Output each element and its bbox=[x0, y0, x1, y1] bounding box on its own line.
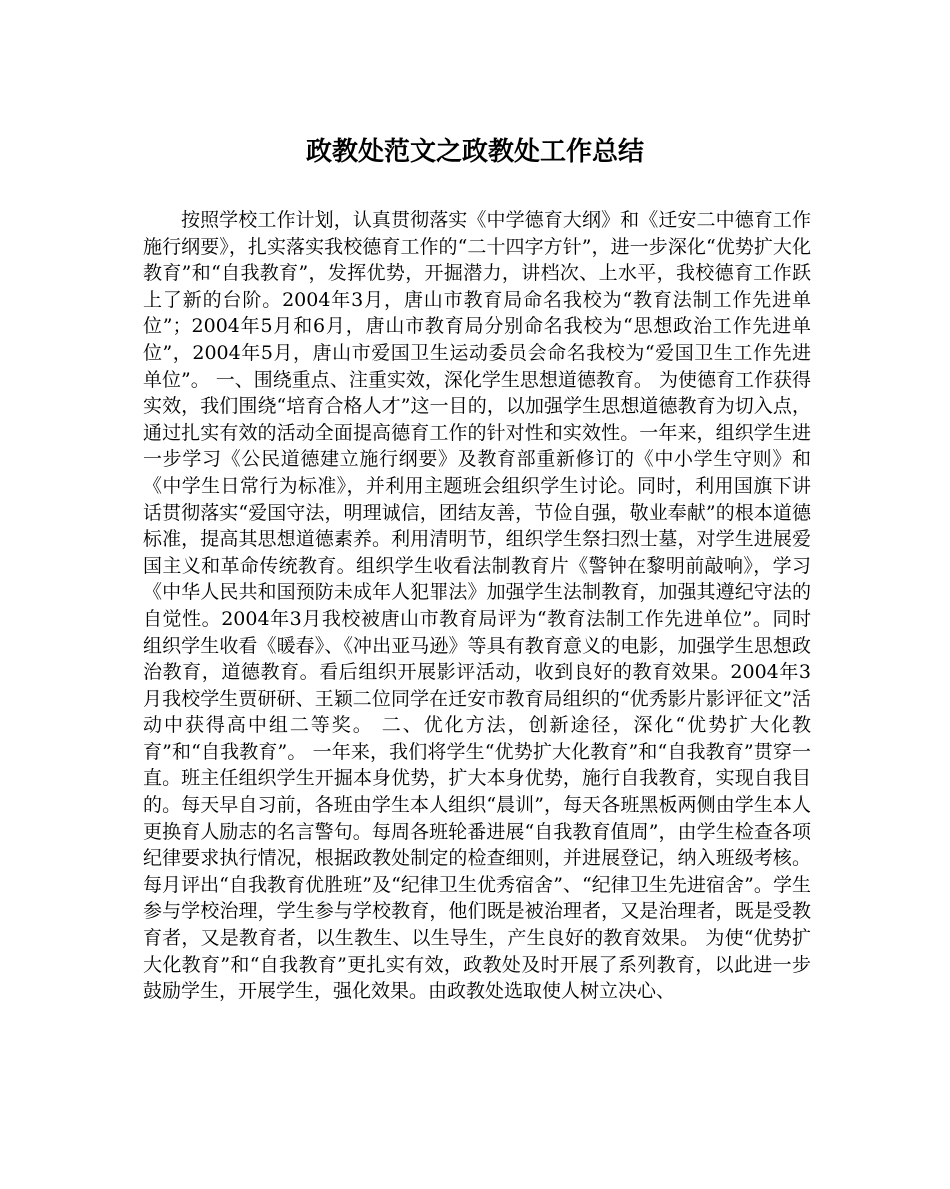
document-title: 政教处范文之政教处工作总结 bbox=[305, 137, 644, 167]
document-body-paragraph: 按照学校工作计划，认真贯彻落实《中学德育大纲》和《迁安二中德育工作施行纲要》，扎实落实我校德育工作的“二十四字方针”，进一步深化“优势扩大化教育”和“自我教育”，发挥优势，开掘潜力，讲档次、上水平，我校德育工作跃上了新的台阶。2004年3月，唐山市教育局命名我校为“教育法制工作先进单位”；2004年5月和6月，唐山市教育局分别命名我校为“思想政治工作先进单位”，2004年5月，唐山市爱国卫生运动委员会命名我校为“爱国卫生工作先进单位”。 一、围绕重点、注重实效，深化学生思想道德教育。 为使德育工作获得实效，我们围绕“培育合格人才”这一目的，以加强学生思想道德教育为切入点，通过扎实有效的活动全面提高德育工作的针对性和实效性。一年来，组织学生进一步学习《公民道德建立施行纲要》及教育部重新修订的《中小学生守则》和《中学生日常行为标准》，并利用主题班会组织学生讨论。同时，利用国旗下讲话贯彻落实“爱国守法，明理诚信，团结友善，节俭自强，敬业奉献”的根本道德标准，提高其思想道德素养。利用清明节，组织学生祭扫烈士墓，对学生进展爱国主义和革命传统教育。组织学生收看法制教育片《警钟在黎明前敲响》，学习《中华人民共和国预防未成年人犯罪法》加强学生法制教育，加强其遵纪守法的自觉性。2004年3月我校被唐山市教育局评为“教育法制工作先进单位”。同时组织学生收看《暖春》、《冲出亚马逊》等具有教育意义的电影，加强学生思想政治教育，道德教育。看后组织开展影评活动，收到良好的教育效果。2004年3月我校学生贾研研、王颖二位同学在迁安市教育局组织的“优秀影片影评征文”活动中获得高中组二等奖。 二、优化方法，创新途径，深化“优势扩大化教育”和“自我教育”。 一年来，我们将学生“优势扩大化教育”和“自我教育”贯穿一直。班主任组织学生开掘本身优势，扩大本身优势，施行自我教育，实现自我目的。每天早自习前，各班由学生本人组织“晨训”，每天各班黑板两侧由学生本人更换育人励志的名言警句。每周各班轮番进展“自我教育值周”，由学生检查各项纪律要求执行情况，根据政教处制定的检查细则，并进展登记，纳入班级考核。每月评出“自我教育优胜班”及“纪律卫生优秀宿舍”、“纪律卫生先进宿舍”。学生参与学校治理，学生参与学校教育，他们既是被治理者，又是治理者，既是受教育者，又是教育者，以生教生、以生导生，产生良好的教育效果。 为使“优势扩大化教育”和“自我教育”更扎实有效，政教处及时开展了系列教育，以此进一步鼓励学生，开展学生，强化效果。由政教处选取使人树立决心、 bbox=[143, 209, 811, 1003]
